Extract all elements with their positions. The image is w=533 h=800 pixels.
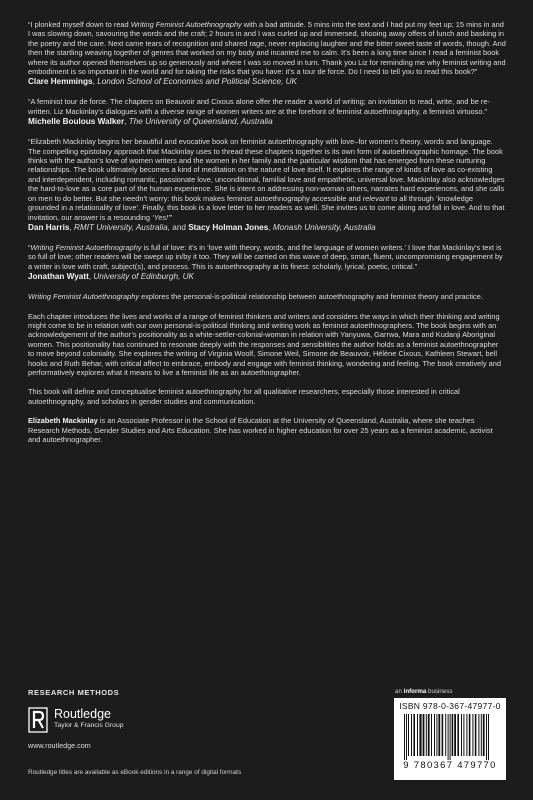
- quote-attribution: [28, 117, 506, 127]
- barcode-bar: [463, 714, 464, 756]
- barcode-bar: [442, 714, 444, 756]
- barcode-bar: [417, 714, 418, 756]
- text-run: Jonathan Wyatt: [28, 272, 89, 282]
- author-bio: [28, 416, 506, 444]
- text-run: Clare Hemmings: [28, 77, 93, 87]
- ebook-note: Routledge titles are available as eBook editions in a range of digital formats: [28, 769, 242, 776]
- text-run: Writing Feminist Autoethnography: [28, 292, 140, 302]
- barcode-bar: [481, 714, 482, 756]
- publisher-name: Routledge: [54, 707, 111, 721]
- text-run: and: [169, 222, 189, 232]
- text-run: RMIT University, Australia,: [73, 222, 170, 232]
- barcode-bar: [434, 714, 435, 756]
- barcode-bar: [408, 714, 409, 756]
- text-run: Writing Feminist Autoethnography: [130, 20, 242, 29]
- barcode-bar: [469, 714, 471, 756]
- quote-attribution: [28, 77, 506, 87]
- book-description: [28, 292, 506, 406]
- endorsement-quote: [28, 97, 506, 127]
- quote-attribution: [28, 223, 506, 233]
- text-run: explores the personal-is-political relationship between autoethnography and feminist theory and practice.: [139, 292, 483, 302]
- barcode-bar: [426, 714, 427, 756]
- text-run: Monash University, Australia: [272, 222, 376, 232]
- endorsement-quote: [28, 243, 506, 282]
- description-paragraph: [28, 292, 506, 301]
- barcode-bar: [438, 714, 440, 756]
- informa-prefix: an: [395, 688, 404, 695]
- barcode-bar: [450, 714, 451, 760]
- quote-text: [28, 97, 506, 116]
- text-run: This book will define and conceptualise feminist autoethnography for all qualitative researchers, especially those interested in critical autoethnography, and scholars in gender studies and communication.: [28, 387, 460, 406]
- routledge-r-icon: [28, 707, 48, 733]
- barcode-bar: [404, 714, 405, 760]
- text-run: is an Associate Professor in the School of Education at the University of Queensland, Australia, where she teaches Research Methods, Gender Studies and Arts Education. She has worked in higher education for over 25 years as a feminist academic, activist and autoethnographer.: [28, 416, 493, 444]
- barcode-number: 9 780367 479770: [403, 760, 497, 771]
- quote-text: [28, 243, 506, 271]
- barcode-bar: [452, 714, 454, 756]
- text-run: “A feminist tour de force. The chapters on Beauvoir and Cixous alone offer the reader a world of writing; an invitation to read, write, and be re-written. Liz Mackinlay’s dialogues with a diverse range of women writers are at the forefront of feminist autoethnography, a feminist virtuoso.”: [28, 97, 490, 116]
- text-run: Dan Harris: [28, 222, 70, 232]
- text-run: Elizabeth Mackinlay: [28, 416, 98, 426]
- text-run: Writing Feminist Autoethnography: [30, 242, 142, 252]
- description-paragraph: [28, 312, 506, 378]
- endorsement-quote: [28, 137, 506, 233]
- barcode-bar: [431, 714, 432, 756]
- series-label: RESEARCH METHODS: [28, 688, 120, 697]
- barcode-bar: [472, 714, 473, 756]
- barcode-area: [394, 698, 506, 780]
- text-run: ”: [169, 212, 173, 222]
- isbn-label: ISBN 978-0-367-47977-0: [399, 701, 501, 711]
- barcode-bar: [478, 714, 479, 756]
- text-run: London School of Economics and Political Science, UK: [97, 77, 297, 87]
- text-run: ‘Yes!’: [152, 212, 170, 222]
- text-run: relevant: [362, 193, 390, 203]
- publisher-tagline: Taylor & Francis Group: [54, 722, 124, 729]
- text-run: Michelle Boulous Walker: [28, 117, 125, 127]
- barcode-bar: [423, 714, 425, 756]
- barcode-bar: [419, 714, 421, 756]
- barcode-bar: [436, 714, 437, 756]
- text-run: University of Edinburgh, UK: [93, 272, 194, 282]
- barcode-bar: [428, 714, 430, 756]
- barcode-bar: [475, 714, 477, 756]
- text-run: “Elizabeth Mackinlay begins her beautiful and evocative book on feminist autoethnography with love–for women’s theory, words and language. The compelling epistolary approach that Mackinlay uses to thread these chapters together is its own form of autoethnographic homage. The book thinks with the author’s love of women writers and the women in her family and the particular wisdom that has emerged from these nurturing relationships. The book ultimately becomes a kind of meditation on the nature of love itself. It explores the range of kinds of love as co-existing and interdependent, including romantic, passionate love, unconditional, familial love and empathetic, universal love. Mackinlay also acknowledges the hard-to-love as a core part of the human experience. She is intent on addressing non-woman others, narrates hard experiences, and she calls on men to do better. But she needn’t worry: this book makes feminist autoethnography accessible and: [28, 137, 505, 203]
- text-run: ,: [92, 77, 98, 87]
- quote-text: [28, 137, 506, 222]
- text-run: is full of love: it’s in ‘love with theory, words, and the language of women writers.’ I love that Mackinlay’s text is so full of love; other readers will be swept up in/by it too. They will be carried on this wave of deep, smart, fluent, uncompromising engagement by a writer in love with craft, subject(s), and process. This is autoethnography at its finest: scholarly, lyrical, poetic, critical.”: [28, 242, 503, 271]
- informa-suffix: business: [426, 688, 453, 695]
- text-run: Each chapter introduces the lives and works of a range of feminist thinkers and writers and considers the ways in which their thinking and writing might come to be in relation with our own personal-is-political thinking and writing work as feminist autoethnographers. The book begins with an acknowledgement of the author’s positionality as a white-settler-colonial-woman in relation with Yanyuwa, Garrwa, Mara and Kudanji Aboriginal women. This positionality has continued to resonate deeply with the responses and sensibilities the author holds as a feminist autoethnographer to move beyond coloniality. She explores the writing of Virginia Woolf, Simone Weil, Simone de Beauvoir, Hélène Cixous, Kathleen Stewart, bell hooks and Ruth Behar, with critical affect to embrace, embody and engage with feminist thinking, wondering and feeling. The book creatively and performatively explores what it means to live a feminist life as an autoethnographer.: [28, 311, 502, 377]
- barcode-bar: [486, 714, 487, 760]
- endorsement-quote: [28, 20, 506, 87]
- text-run: ,: [124, 117, 129, 127]
- text-run: Stacy Holman Jones: [188, 222, 269, 232]
- informa-business-label: [395, 688, 452, 695]
- barcode-bar: [461, 714, 462, 756]
- barcode-bar: [454, 714, 456, 756]
- barcode-icon: [404, 714, 496, 760]
- text-run: to all through ‘knowledge grounded in a relationality of love’. Finally, this book is a love letter to her readers as well. She invites us to come along and fall in love. And to that invitation, our answer is a resounding: [28, 193, 505, 222]
- text-run: ,: [69, 222, 74, 232]
- barcode-bar: [466, 714, 467, 756]
- quote-attribution: [28, 272, 506, 282]
- text-run: The University of Queensland, Australia: [128, 117, 273, 127]
- text-run: ,: [88, 272, 94, 282]
- text-run: ,: [268, 222, 273, 232]
- barcode-bar: [413, 714, 415, 756]
- barcode-bar: [411, 714, 412, 756]
- barcode-bar: [483, 714, 485, 756]
- publisher-website: www.routledge.com: [28, 741, 91, 750]
- description-paragraph: [28, 387, 506, 406]
- text-run: “I plonked myself down to read: [28, 20, 131, 29]
- barcode-bar: [406, 714, 407, 760]
- text-run: with a bad attitude. 5 mins into the text and I had put my feet up; 15 mins in and I was slowing down, savouring the words and the craft; 2 hours in and I was curled up and immersed, shooing away offers of lunch and basking in the poetry and the care. Next came tears of recognition and shared rage, never replacing laughter and the bitter sweet taste of words, though. And then the startling weaving together of genres that worked on my body and incanted me to calm. It’s been a long time since I read a feminist book where its author opened themselves up so generously and where I was so moved in turn. Thank you Liz for reminding me why feminist writing and embodiment is so important in the world and for taking the risks that you have: it’s a tour de force. Do I need to tell you to read this book?”: [28, 20, 506, 77]
- endorsements: [28, 20, 506, 282]
- barcode-bar: [488, 714, 489, 760]
- quote-text: [28, 20, 506, 76]
- barcode-bar: [457, 714, 459, 756]
- barcode-bar: [448, 714, 449, 760]
- cover-text: [28, 20, 506, 454]
- text-run: “: [28, 242, 31, 252]
- informa-brand: informa: [403, 688, 427, 695]
- barcode-bar: [445, 714, 446, 756]
